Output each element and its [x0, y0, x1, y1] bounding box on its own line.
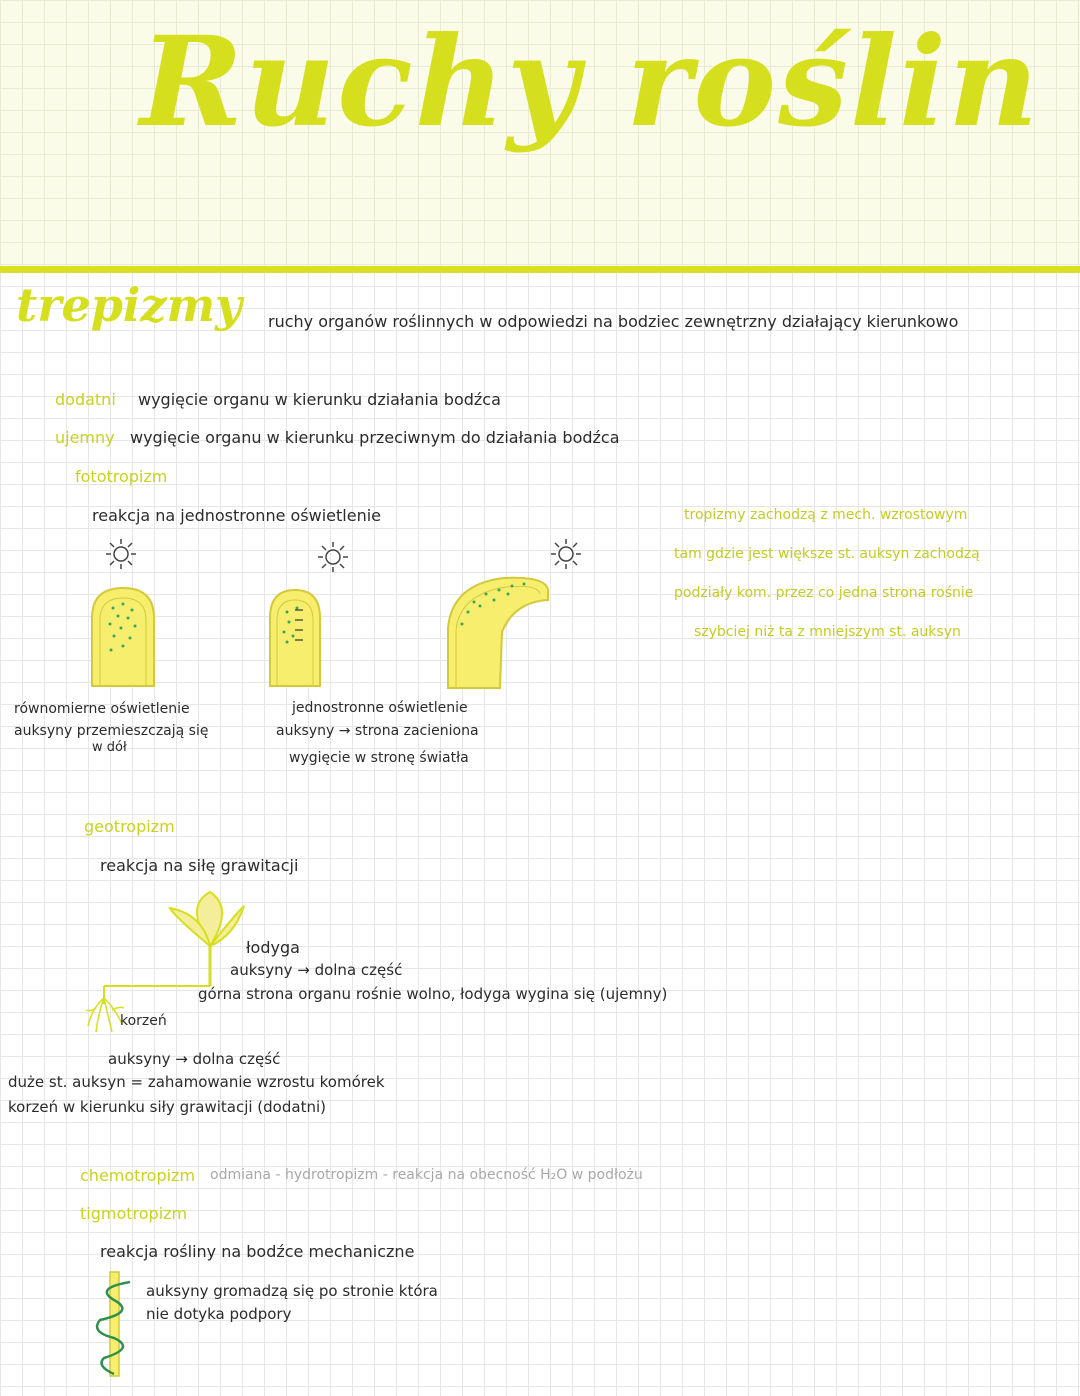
- side-note-line-1: tropizmy zachodzą z mech. wzrostowym: [684, 507, 968, 523]
- root-label: korzeń: [120, 1013, 167, 1029]
- page-title: Ruchy roślin: [140, 10, 1041, 155]
- caption-right-line-1: jednostronne oświetlenie: [292, 700, 468, 716]
- tigmotropizm-note-2: nie dotyka podpory: [146, 1305, 292, 1323]
- tigmotropizm-note-1: auksyny gromadzą się po stronie która: [146, 1282, 438, 1300]
- root-text-1: duże st. auksyn = zahamowanie wzrostu komórek: [8, 1073, 385, 1091]
- caption-left-line-2: auksyny przemieszczają się: [14, 723, 209, 739]
- fototropizm-description: reakcja na jednostronne oświetlenie: [92, 506, 382, 525]
- stem-auxin: auksyny → dolna część: [230, 961, 403, 979]
- tigmotropizm-description: reakcja rośliny na bodźce mechaniczne: [100, 1242, 415, 1261]
- section-definition: ruchy organów roślinnych w odpowiedzi na bodziec zewnętrzny działający kierunkowo: [268, 312, 959, 331]
- stem-label: łodyga: [246, 938, 300, 957]
- negative-text: wygięcie organu w kierunku przeciwnym do działania bodźca: [130, 428, 620, 447]
- coleoptile-onesided-icon: [267, 588, 323, 688]
- fototropizm-heading: fototropizm: [75, 467, 168, 486]
- chemotropizm-heading: chemotropizm: [80, 1166, 196, 1185]
- side-note-line-2: tam gdzie jest większe st. auksyn zachodzą: [674, 546, 980, 562]
- caption-left-line-3: w dół: [92, 740, 127, 755]
- header-divider: [0, 266, 1080, 273]
- negative-label: ujemny: [55, 428, 115, 447]
- sun-icon: [549, 537, 583, 571]
- caption-right-line-3: wygięcie w stronę światła: [289, 750, 469, 766]
- geotropizm-description: reakcja na siłę grawitacji: [100, 856, 299, 875]
- section-heading: trepizmy: [16, 278, 242, 332]
- caption-right-line-2: auksyny → strona zacieniona: [276, 723, 479, 739]
- geotropizm-heading: geotropizm: [84, 817, 175, 836]
- side-note-line-3: podziały kom. przez co jedna strona rośnie: [674, 585, 974, 601]
- positive-label: dodatni: [55, 390, 116, 409]
- stem-text: górna strona organu rośnie wolno, łodyga wygina się (ujemny): [198, 985, 668, 1003]
- coleoptile-uniform-icon: [88, 586, 158, 688]
- tendril-support-icon: [90, 1272, 140, 1376]
- caption-left-line-1: równomierne oświetlenie: [14, 701, 190, 717]
- positive-text: wygięcie organu w kierunku działania bodźca: [138, 390, 501, 409]
- sun-icon: [316, 540, 350, 574]
- tigmotropizm-heading: tigmotropizm: [80, 1204, 188, 1223]
- coleoptile-bent-icon: [444, 572, 554, 690]
- root-auxin: auksyny → dolna część: [108, 1050, 281, 1068]
- side-note-line-4: szybciej niż ta z mniejszym st. auksyn: [694, 624, 961, 640]
- chemotropizm-variant: odmiana - hydrotropizm - reakcja na obecność H₂O w podłożu: [210, 1167, 643, 1183]
- root-text-2: korzeń w kierunku siły grawitacji (dodatni): [8, 1098, 326, 1116]
- sun-icon: [104, 537, 138, 571]
